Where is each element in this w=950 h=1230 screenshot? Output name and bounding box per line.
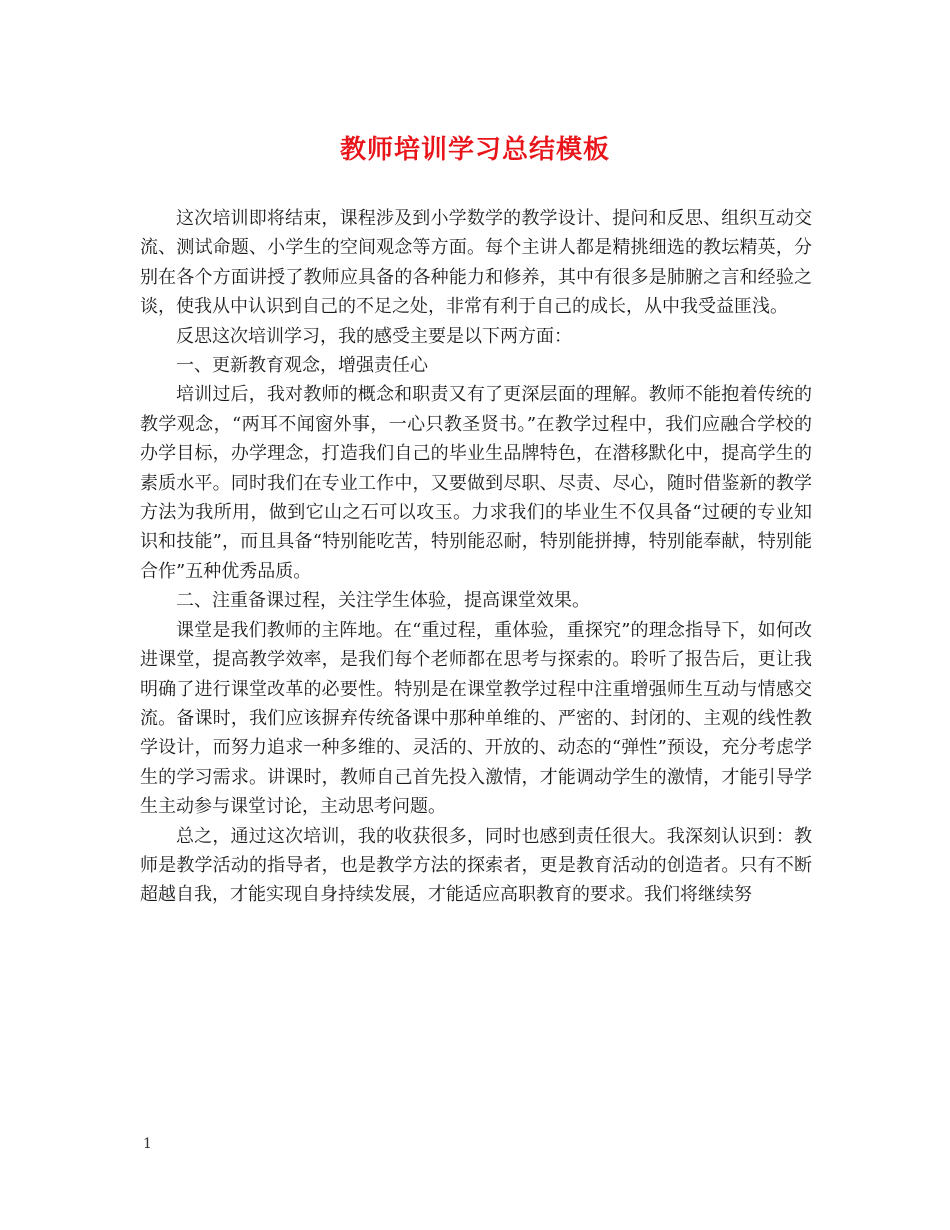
document-body: [140, 204, 812, 910]
paragraph-intro: 这次培训即将结束，课程涉及到小学数学的教学设计、提问和反思、组织互动交流、测试命题、小学生的空间观念等方面。每个主讲人都是精挑细选的教坛精英，分别在各个方面讲授了教师应具备的各种能力和修养，其中有很多是肺腑之言和经验之谈，使我从中认识到自己的不足之处，非常有利于自己的成长，从中我受益匪浅。: [140, 208, 812, 318]
section-heading-2: 二、注重备课过程，关注学生体验，提高课堂效果。: [176, 590, 590, 612]
paragraph-conclusion: 总之，通过这次培训，我的收获很多，同时也感到责任很大。我深刻认识到：教师是教学活动的指导者，也是教学方法的探索者，更是教育活动的创造者。只有不断超越自我，才能实现自身持续发展，才能适应高职教育的要求。我们将继续努: [140, 825, 812, 906]
section-heading-1: 一、更新教育观念，增强责任心: [176, 355, 428, 377]
paragraph-reflection: 反思这次培训学习，我的感受主要是以下两方面：: [176, 325, 572, 347]
paragraph-section-1: 培训过后，我对教师的概念和职责又有了更深层面的理解。教师不能抱着传统的教学观念，“两耳不闻窗外事，一心只教圣贤书。”在教学过程中，我们应融合学校的办学目标，办学理念，打造我们自己的毕业生品牌特色，在潜移默化中，提高学生的素质水平。同时我们在专业工作中，又要做到尽职、尽责、尽心，随时借鉴新的教学方法为我所用，做到它山之石可以攻玉。力求我们的毕业生不仅具备“过硬的专业知识和技能”，而且具备“特别能吃苦，特别能忍耐，特别能拼搏，特别能奉献，特别能合作”五种优秀品质。: [140, 384, 812, 582]
document-title: 教师培训学习总结模板: [339, 135, 610, 165]
paragraph-section-2: 课堂是我们教师的主阵地。在“重过程，重体验，重探究”的理念指导下，如何改进课堂，提高教学效率，是我们每个老师都在思考与探索的。聆听了报告后，更让我明确了进行课堂改革的必要性。特别是在课堂教学过程中注重增强师生互动与情感交流。备课时，我们应该摒弃传统备课中那种单维的、严密的、封闭的、主观的线性教学设计，而努力追求一种多维的、灵活的、开放的、动态的“弹性”预设，充分考虑学生的学习需求。讲课时，教师自己首先投入激情，才能调动学生的激情，才能引导学生主动参与课堂讨论，主动思考问题。: [140, 619, 812, 818]
page-number: 1: [143, 1136, 152, 1152]
